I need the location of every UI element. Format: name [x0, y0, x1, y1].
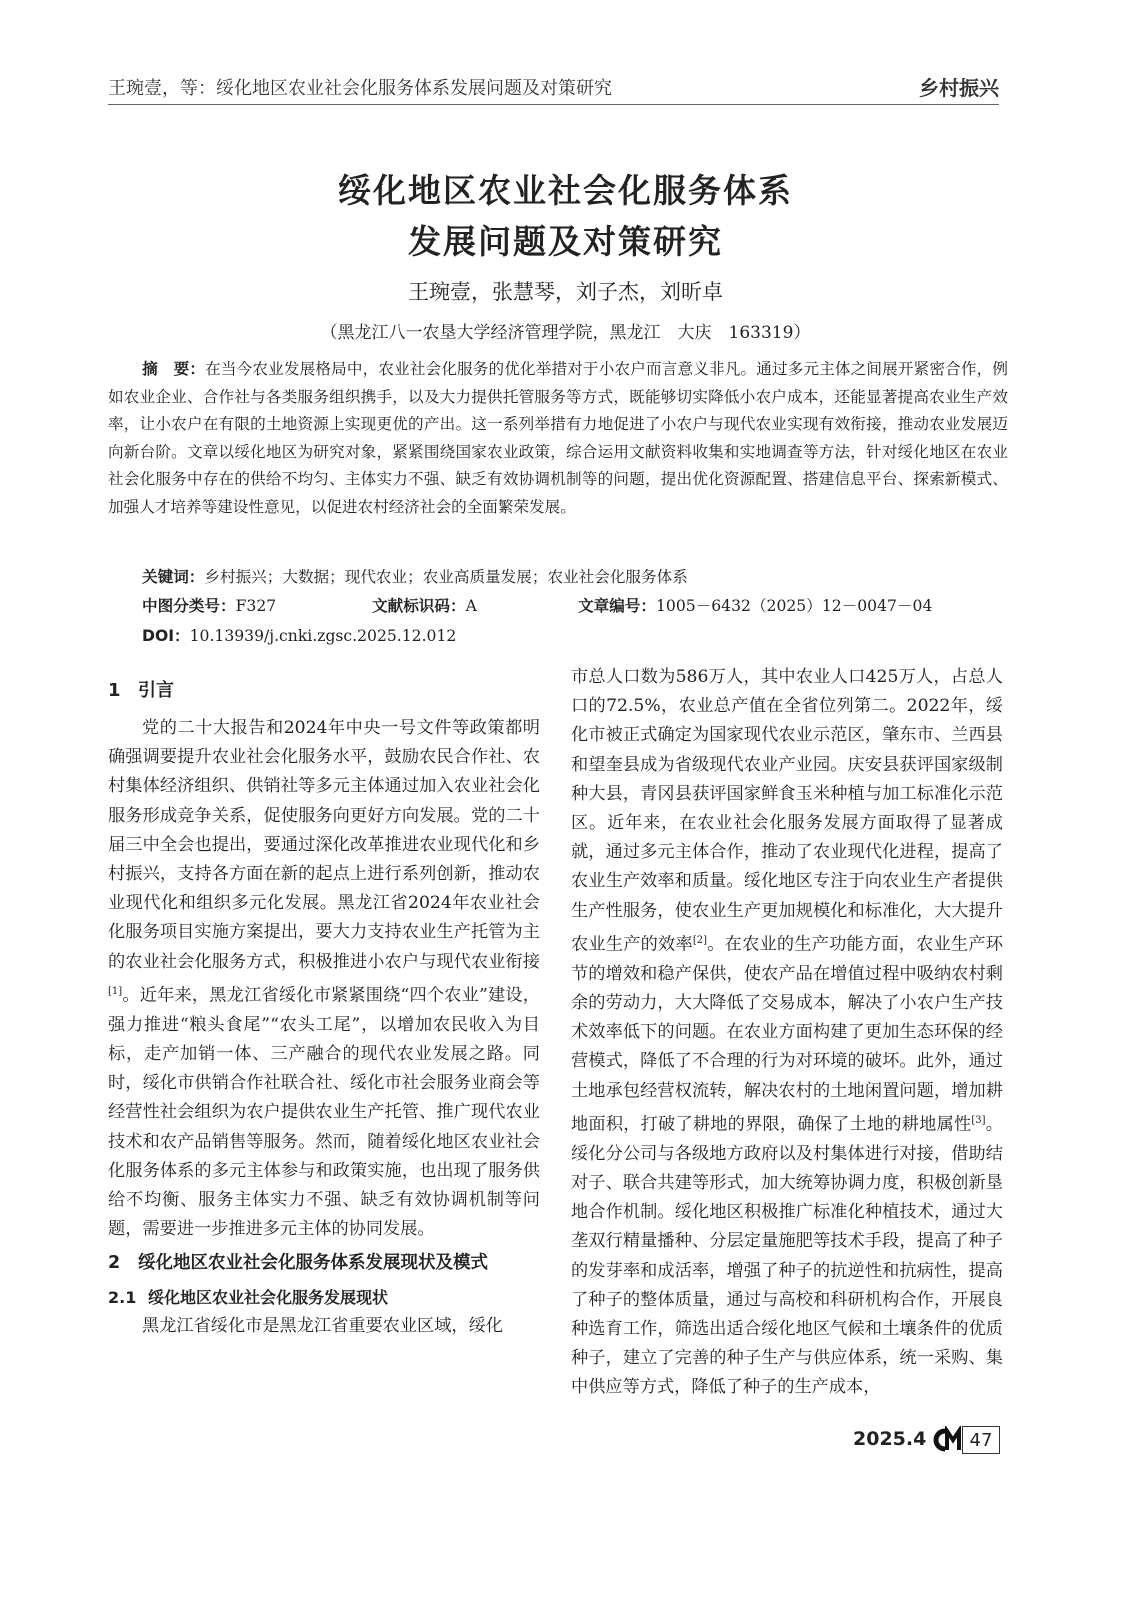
right-column — [571, 663, 1003, 1403]
doc-code-value: A — [465, 597, 477, 615]
section-2-heading — [108, 1248, 540, 1278]
section-2-title: 绥化地区农业社会化服务体系发展现状及模式 — [138, 1253, 488, 1274]
running-head-column: 乡村振兴 — [919, 76, 999, 100]
doc-code-label: 文献标识码： — [372, 597, 466, 615]
keywords-label: 关键词： — [142, 568, 205, 586]
page-number: 47 — [962, 1426, 1000, 1454]
clc-label: 中图分类号： — [142, 597, 236, 615]
subsection-2-1-title: 绥化地区农业社会化服务发展现状 — [148, 1288, 389, 1308]
right-column-paragraph — [571, 663, 1003, 1403]
issue-date: 2025.4 — [853, 1428, 927, 1450]
section-1-text-a: 党的二十大报告和2024年中央一号文件等政策都明确强调要提升农业社会化服务水平，鼓励农民合作社、农村集体经济组织、供销社等多元主体通过加入农业社会化服务形成竞争关系，促使服务向更好方向发展。党的二十届三中全会也提出，要通过深化改革推进农业现代化和乡村振兴，支持各方面在新的起点上进行系列创新，推动农业现代化和组织多元化发展。黑龙江省2024年农业社会化服务项目实施方案提出，要大力支持农业生产托管为主的农业社会化服务方式，积极推进小农户与现代农业衔接 — [108, 718, 540, 972]
paper-title-line-1: 绥化地区农业社会化服务体系 — [338, 171, 793, 210]
right-text-c: 。绥化分公司与各级地方政府以及村集体进行对接，借助结对子、联合共建等形式，加大统筹协调力度，积极创新垦地合作机制。绥化地区积极推广标准化种植技术，通过大垄双行精量播种、分层定量施肥等技术手段，提高了种子的发芽率和成活率，增强了种子的抗逆性和抗病性，提高了种子的整体质量，通过与高校和科研机构合作，开展良种选育工作，筛选出适合绥化地区气候和土壤条件的优质种子，建立了完善的种子生产与供应体系，统一采购、集中供应等方式，降低了种子的生产成本， — [571, 1114, 1003, 1398]
running-head — [108, 70, 999, 105]
section-1-paragraph — [108, 714, 540, 1244]
section-1-title: 引言 — [138, 680, 174, 701]
keywords-text: 乡村振兴；大数据；现代农业；农业高质量发展；农业社会化服务体系 — [204, 568, 688, 586]
running-head-title: 王琬壹，等：绥化地区农业社会化服务体系发展问题及对策研究 — [108, 78, 612, 99]
subsection-2-1-number: 2.1 — [108, 1288, 137, 1308]
paper-title-line-2: 发展问题及对策研究 — [408, 222, 723, 261]
citation-3: [3] — [971, 1114, 986, 1126]
affiliation: （黑龙江八一农垦大学经济管理学院，黑龙江 大庆 163319） — [320, 323, 811, 343]
article-number-value: 1005－6432（2025）12－0047－04 — [655, 597, 933, 615]
article-number-label: 文章编号： — [578, 597, 656, 615]
subsection-2-1-heading — [108, 1284, 540, 1312]
doi-label: DOI： — [142, 627, 190, 645]
right-text-a: 市总人口数为586万人，其中农业人口425万人，占总人口的72.5%，农业总产值在全省位列第二。2022年，绥化市被正式确定为国家现代农业示范区，肇东市、兰西县和望奎县成为省级现代农业产业园。庆安县获评国家级制种大县，青冈县获评国家鲜食玉米种植与加工标准化示范区。近年来，在农业社会化服务发展方面取得了显著成就，通过多元主体合作，推动了农业现代化进程，提高了农业生产效率和质量。绥化地区专注于向农业生产者提供生产性服务，使农业生产更加规模化和标准化，大大提升农业生产的效率 — [571, 667, 1003, 955]
abstract-label: 摘 要： — [142, 360, 206, 378]
section-1-text-b: 。近年来，黑龙江省绥化市紧紧围绕“四个农业”建设，强力推进“粮头食尾”“农头工尾”，以增加农民收入为目标，走产加销一体、三产融合的现代农业发展之路。同时，绥化市供销合作社联合社、绥化市社会服务业商会等经营性社会组织为农户提供农业生产托管、推广现代农业技术和农产品销售等服务。然而，随着绥化地区农业社会化服务体系的多元主体参与和政策实施，也出现了服务供给不均衡、服务主体实力不强、缺乏有效协调机制等问题，需要进一步推进多元主体的协同发展。 — [108, 985, 540, 1240]
citation-2: [2] — [692, 934, 708, 946]
cm-journal-logo-icon — [932, 1426, 962, 1454]
right-text-b: 。在农业的生产功能方面，农业生产环节的增效和稳产保供，使农产品在增值过程中吸纳农村剩余的劳动力，大大降低了交易成本，解决了小农户生产技术效率低下的问题。在农业方面构建了更加生态环保的经营模式，降低了不合理的行为对环境的破坏。此外，通过土地承包经营权流转，解决农村的土地闲置问题，增加耕地面积，打破了耕地的界限，确保了土地的耕地属性 — [571, 934, 1003, 1135]
section-1-heading — [108, 676, 540, 706]
abstract-text: 在当今农业发展格局中，农业社会化服务的优化举措对于小农户而言意义非凡。通过多元主体之间展开紧密合作，例如农业企业、合作社与各类服务组织携手，以及大力提供托管服务等方式，既能够切实降低小农户成本，还能显著提高农业生产效率，让小农户在有限的土地资源上实现更优的产出。这一系列举措有力地促进了小农户与现代农业实现有效衔接，推动农业发展迈向新台阶。文章以绥化地区为研究对象，紧紧围绕国家农业政策，综合运用文献资料收集和实地调查等方法，针对绥化地区在农业社会化服务中存在的供给不均匀、主体实力不强、缺乏有效协调机制等的问题，提出优化资源配置、搭建信息平台、探索新模式、加强人才培养等建设性意见，以促进农村经济社会的全面繁荣发展。 — [108, 360, 1008, 516]
section-2-number: 2 — [108, 1253, 121, 1274]
abstract — [108, 356, 1008, 522]
doi-line — [142, 624, 456, 646]
subsection-2-1-paragraph-start: 黑龙江省绥化市是黑龙江省重要农业区域，绥化 — [142, 1316, 503, 1337]
doi-value: 10.13939/j.cnki.zgsc.2025.12.012 — [189, 627, 457, 645]
clc-value: F327 — [235, 597, 277, 615]
left-column — [108, 670, 540, 1342]
keywords — [142, 565, 688, 587]
citation-1: [1] — [108, 985, 123, 997]
authors: 王琬壹，张慧琴，刘子杰，刘昕卓 — [408, 280, 723, 304]
section-1-number: 1 — [108, 680, 121, 701]
